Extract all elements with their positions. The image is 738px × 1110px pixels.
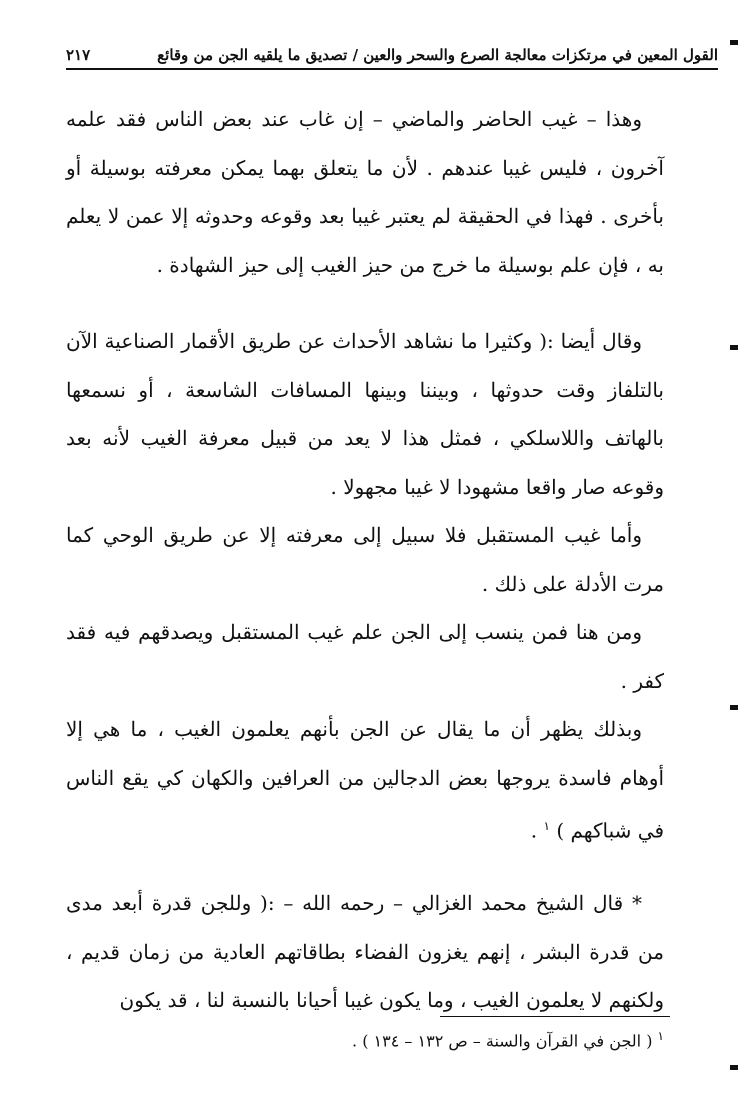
footnote: [352, 1024, 664, 1053]
paragraph-false-illusions-text: وبذلك يظهر أن ما يقال عن الجن بأنهم يعلمون الغيب ، ما هي إلا أوهام فاسدة يروجها بعض الدجالين من العرافين والكهان كي يقع الناس في شباكهم ): [66, 717, 664, 843]
paragraph-false-illusions: [66, 705, 664, 855]
paragraph-satellites: وقال أيضا :( وكثيرا ما نشاهد الأحداث عن طريق الأقمار الصناعية الآن بالتلفاز وقت حدوثها ، وبيننا وبينها المسافات الشاسعة ، أو نسمعها بالهاتف واللاسلكي ، فمثل هذا لا يعد من قبيل معرفة الغيب لأنه بعد وقوعه صار واقعا مشهودا لا غيبا مجهولا .: [66, 329, 664, 499]
footnote-marker: ١: [657, 1029, 664, 1043]
header-title: القول المعين في مرتكزات معالجة الصرع والسحر والعين / تصديق ما يلقيه الجن من وقائع: [157, 46, 718, 64]
paragraph-ghazali-quote: * قال الشيخ محمد الغزالي – رحمه الله – :( وللجن قدرة أبعد مدى من قدرة البشر ، إنهم يغزون الفضاء بطاقاتهم العادية من زمان قديم ، ولكنهم لا يعلمون الغيب ، وما يكون غيبا أحيانا بالنسبة لنا ، قد يكون: [66, 891, 664, 1013]
margin-mark: [730, 40, 738, 45]
running-header: [66, 32, 718, 70]
paragraph-attribution-disbelief: ومن هنا فمن ينسب إلى الجن علم غيب المستقبل ويصدقهم فيه فقد كفر .: [66, 620, 664, 693]
margin-mark: [730, 705, 738, 710]
margin-mark: [730, 345, 738, 350]
paragraph-unseen-present-past: وهذا – غيب الحاضر والماضي – إن غاب عند بعض الناس فقد علمه آخرون ، فليس غيبا عندهم . لأن ما يتعلق بهما يمكن معرفته بوسيلة أو بأخرى . فهذا في الحقيقة لم يعتبر غيبا بعد وقوعه وحدوثه إلا عمن لا يعلم به ، فإن علم بوسيلة ما خرج من حيز الغيب إلى حيز الشهادة .: [66, 107, 664, 277]
footnote-reference: ١: [543, 819, 550, 833]
paragraph-unseen-future: وأما غيب المستقبل فلا سبيل إلى معرفته إلا عن طريق الوحي كما مرت الأدلة على ذلك .: [66, 523, 664, 596]
footnote-separator: [440, 1016, 670, 1017]
page-number: ٢١٧: [66, 46, 91, 64]
paragraph-end-mark: .: [530, 818, 538, 843]
body-text: [66, 95, 664, 1025]
footnote-text: ( الجن في القرآن والسنة – ص ١٣٢ – ١٣٤ ) .: [352, 1031, 653, 1051]
margin-mark: [730, 1065, 738, 1070]
